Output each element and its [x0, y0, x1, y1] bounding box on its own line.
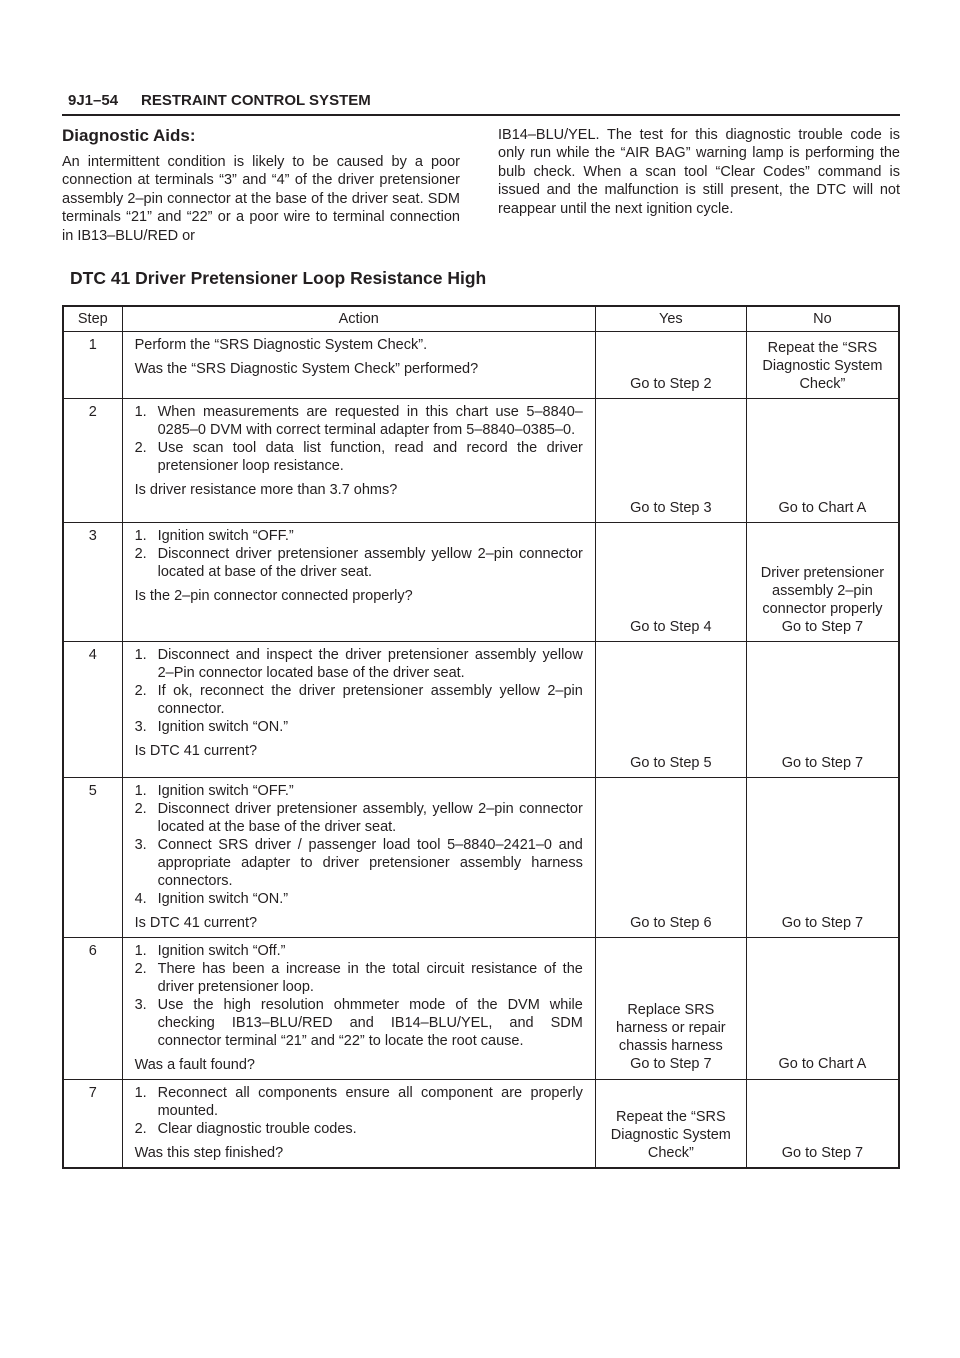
- result-yes-text: Go to Step 4: [630, 619, 712, 635]
- result-no-text: Go to Chart A: [778, 500, 867, 516]
- diagnostic-aids-right-text: IB14–BLU/YEL. The test for this diagnostic trouble code is only run while the “AIR BAG” warning lamp is performing the bulb check. When a scan tool “Clear Codes” command is issued and the malfunction is still present, the DTC will not reappear until the next ignition cycle.: [498, 127, 900, 217]
- action-item-number: 2.: [134, 546, 147, 562]
- action-item-number: 1.: [134, 1085, 147, 1101]
- action-item-text: Ignition switch “Off.”: [157, 943, 286, 959]
- action-list: [135, 942, 583, 1050]
- step-result-no: [746, 778, 899, 938]
- result-no-text: Go to Step 7: [781, 915, 864, 931]
- diagnostic-aids-left-text: An intermittent condition is likely to be caused by a poor connection at terminals “3” and “4” of the driver pretensioner assembly 2–pin connector at the base of the driver seat. SDM terminals “21” and “22” or a poor wire to terminal connection in IB13–BLU/RED or: [62, 154, 460, 244]
- table-row: [63, 399, 899, 523]
- result-yes-note: Replace SRS harness or repair chassis harness: [616, 1002, 726, 1054]
- result-no-note: Driver pretensioner assembly 2–pin connector properly: [760, 565, 885, 617]
- action-item-text: Ignition switch “ON.”: [157, 891, 289, 907]
- action-question: Is DTC 41 current?: [134, 915, 258, 931]
- header-no: No: [746, 306, 899, 332]
- action-text: Perform the “SRS Diagnostic System Check”.: [134, 337, 428, 353]
- page-number: 9J1–54: [68, 92, 119, 109]
- action-item-number: 4.: [134, 891, 147, 907]
- action-item: [135, 439, 583, 475]
- action-item-text: Clear diagnostic trouble codes.: [157, 1121, 357, 1137]
- result-yes-text: Repeat the “SRS Diagnostic System Check”: [610, 1109, 731, 1161]
- header-yes: Yes: [595, 306, 746, 332]
- step-result-no: [746, 399, 899, 523]
- step-result-yes: [595, 938, 746, 1080]
- action-item-number: 3.: [134, 837, 147, 853]
- step-result-no: [746, 1080, 899, 1169]
- action-item-text: Use the high resolution ohmmeter mode of the DVM while checking IB13–BLU/RED and IB14–BLU/YEL, and SDM connector terminal “21” and “22” to locate the root cause.: [157, 997, 583, 1049]
- step-action: [122, 523, 595, 642]
- action-item: [135, 960, 583, 996]
- step-number: 5: [63, 778, 122, 938]
- action-item-text: Reconnect all components ensure all component are properly mounted.: [157, 1085, 583, 1119]
- action-item-text: Use scan tool data list function, read and record the driver pretensioner loop resistance.: [157, 440, 583, 474]
- action-item-text: When measurements are requested in this chart use 5–8840–0285–0 DVM with correct terminal adapter from 5–8840–0385–0.: [157, 404, 583, 438]
- action-item-text: Ignition switch “ON.”: [157, 719, 289, 735]
- action-item: [135, 646, 583, 682]
- action-question: Was a fault found?: [134, 1057, 255, 1073]
- table-row: [63, 778, 899, 938]
- action-list: [135, 403, 583, 475]
- step-result-no: [746, 332, 899, 399]
- step-number: 7: [63, 1080, 122, 1169]
- step-result-no: [746, 523, 899, 642]
- action-question: Is the 2–pin connector connected properly?: [134, 588, 413, 604]
- action-item: [135, 403, 583, 439]
- step-number: 1: [63, 332, 122, 399]
- result-yes-text: Go to Step 2: [630, 376, 712, 392]
- table-body: [63, 332, 899, 1169]
- action-item: [135, 836, 583, 890]
- action-list: [135, 646, 583, 736]
- diagnostic-steps-table: [62, 305, 900, 1169]
- step-number: 2: [63, 399, 122, 523]
- action-item-number: 1.: [134, 528, 147, 544]
- step-result-yes: [595, 1080, 746, 1169]
- header-rule: [62, 114, 900, 116]
- action-item: [135, 890, 583, 908]
- step-action: [122, 938, 595, 1080]
- step-action: [122, 399, 595, 523]
- step-number: 3: [63, 523, 122, 642]
- action-item: [135, 1120, 583, 1138]
- action-item-number: 1.: [134, 783, 147, 799]
- result-no-text: Go to Step 7: [781, 1145, 864, 1161]
- action-list: [135, 527, 583, 581]
- action-item-text: Disconnect driver pretensioner assembly yellow 2–pin connector located at base of the driver seat.: [157, 546, 583, 580]
- step-result-yes: [595, 399, 746, 523]
- diagnostic-aids-heading: Diagnostic Aids:: [62, 126, 196, 145]
- result-no-text: Repeat the “SRS Diagnostic System Check”: [762, 340, 883, 392]
- table-row: [63, 938, 899, 1080]
- action-question: Was this step finished?: [134, 1145, 284, 1161]
- action-item-number: 1.: [134, 647, 147, 663]
- action-item: [135, 782, 583, 800]
- step-action: [122, 332, 595, 399]
- action-item-number: 1.: [134, 404, 147, 420]
- action-item: [135, 545, 583, 581]
- action-item-number: 3.: [134, 719, 147, 735]
- step-action: [122, 778, 595, 938]
- action-item-number: 2.: [134, 440, 147, 456]
- result-no-text: Go to Step 7: [781, 755, 864, 771]
- result-yes-text: Go to Step 3: [630, 500, 712, 516]
- action-item: [135, 996, 583, 1050]
- table-row: [63, 642, 899, 778]
- action-item: [135, 800, 583, 836]
- action-question: Was the “SRS Diagnostic System Check” performed?: [134, 361, 479, 377]
- action-item: [135, 942, 583, 960]
- step-number: 6: [63, 938, 122, 1080]
- step-result-no: [746, 642, 899, 778]
- action-list: [135, 782, 583, 908]
- action-item-number: 2.: [134, 801, 147, 817]
- action-question: Is driver resistance more than 3.7 ohms?: [134, 482, 398, 498]
- table-header-row: [63, 306, 899, 332]
- action-item: [135, 1084, 583, 1120]
- step-action: [122, 1080, 595, 1169]
- action-item: [135, 718, 583, 736]
- page-header: [62, 92, 900, 116]
- action-item-number: 1.: [134, 943, 147, 959]
- action-item-text: There has been a increase in the total circuit resistance of the driver pretensioner loop.: [157, 961, 583, 995]
- action-item-number: 2.: [134, 1121, 147, 1137]
- action-item-text: Disconnect driver pretensioner assembly, yellow 2–pin connector located at the base of the driver seat.: [157, 801, 583, 835]
- header-action: Action: [122, 306, 595, 332]
- action-item-number: 3.: [134, 997, 147, 1013]
- step-action: [122, 642, 595, 778]
- action-item-text: Ignition switch “OFF.”: [157, 528, 294, 544]
- step-result-yes: [595, 642, 746, 778]
- table-row: [63, 523, 899, 642]
- action-item: [135, 682, 583, 718]
- step-result-yes: [595, 523, 746, 642]
- action-item-number: 2.: [134, 683, 147, 699]
- dtc-title: DTC 41 Driver Pretensioner Loop Resistance High: [70, 268, 487, 288]
- result-yes-text: Go to Step 5: [630, 755, 712, 771]
- action-item-text: Disconnect and inspect the driver pretensioner assembly yellow 2–Pin connector located base of the driver seat.: [157, 647, 583, 681]
- step-number: 4: [63, 642, 122, 778]
- result-yes-text: Go to Step 6: [630, 915, 712, 931]
- action-question: Is DTC 41 current?: [134, 743, 258, 759]
- action-item-text: If ok, reconnect the driver pretensioner assembly yellow 2–pin connector.: [157, 683, 583, 717]
- step-result-yes: [595, 778, 746, 938]
- result-yes-text: Go to Step 7: [630, 1056, 712, 1072]
- action-item: [135, 527, 583, 545]
- step-result-yes: [595, 332, 746, 399]
- action-list: [135, 1084, 583, 1138]
- action-item-text: Connect SRS driver / passenger load tool 5–8840–2421–0 and appropriate adapter to driver pretensioner assembly harness connectors.: [157, 837, 583, 889]
- header-step: Step: [63, 306, 122, 332]
- step-result-no: [746, 938, 899, 1080]
- section-title: RESTRAINT CONTROL SYSTEM: [141, 92, 371, 109]
- action-item-number: 2.: [134, 961, 147, 977]
- table-row: [63, 332, 899, 399]
- result-no-text: Go to Step 7: [781, 619, 864, 635]
- table-row: [63, 1080, 899, 1169]
- action-item-text: Ignition switch “OFF.”: [157, 783, 294, 799]
- result-no-text: Go to Chart A: [778, 1056, 867, 1072]
